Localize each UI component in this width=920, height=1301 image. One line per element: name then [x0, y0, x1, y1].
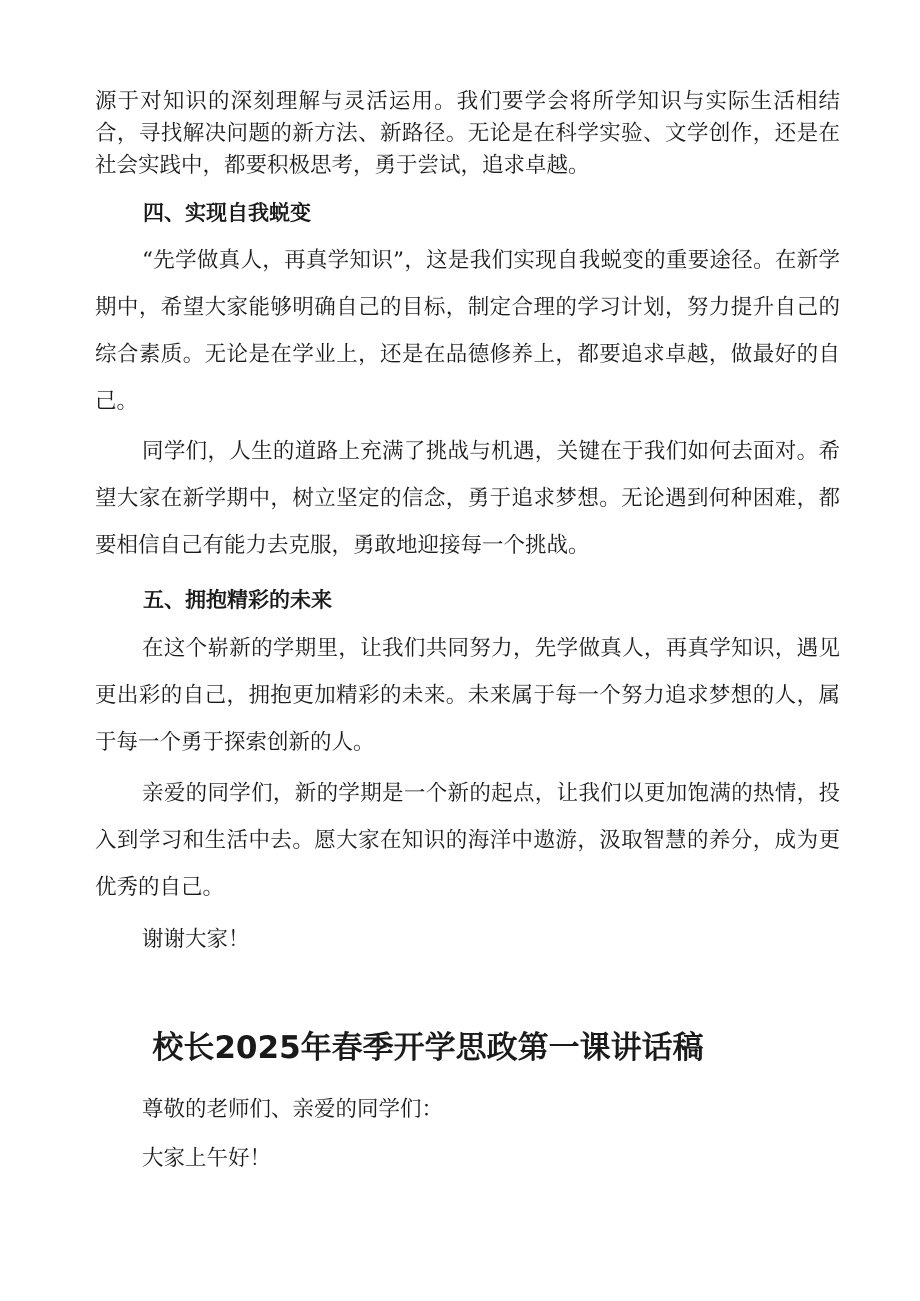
closing-line: 谢谢大家！ — [142, 927, 250, 952]
paragraph-continuation: 源于对知识的深刻理解与灵活运用。我们要学会将所学知识与实际生活相结合，寻找解决问题的新方法、新路径。无论是在科学实验、文学创作，还是在社会实践中，都要积极思考，勇于尝试，追求卓越。 — [95, 89, 840, 178]
section-five-paragraph-2: 亲爱的同学们，新的学期是一个新的起点，让我们以更加饱满的热情，投入到学习和生活中去。愿大家在知识的海洋中遨游，汲取智慧的养分，成为更优秀的自己。 — [95, 781, 840, 900]
section-four-heading: 四、实现自我蜕变 — [143, 201, 311, 225]
salutation: 尊敬的老师们、亲爱的同学们： — [142, 1097, 444, 1122]
speech-title: 校长2025年春季开学思政第一课讲话稿 — [152, 1030, 704, 1066]
section-five-heading: 五、拥抱精彩的未来 — [143, 588, 332, 612]
greeting: 大家上午好！ — [142, 1146, 272, 1171]
section-four-paragraph-2: 同学们，人生的道路上充满了挑战与机遇，关键在于我们如何去面对。希望大家在新学期中，树立坚定的信念，勇于追求梦想。无论遇到何种困难，都要相信自己有能力去克服，勇敢地迎接每一个挑战。 — [95, 439, 840, 558]
section-five-paragraph-1: 在这个崭新的学期里，让我们共同努力，先学做真人，再真学知识，遇见更出彩的自己，拥抱更加精彩的未来。未来属于每一个努力追求梦想的人，属于每一个勇于探索创新的人。 — [95, 636, 840, 755]
section-four-paragraph-1: “先学做真人，再真学知识”，这是我们实现自我蜕变的重要途径。在新学期中，希望大家能够明确自己的目标，制定合理的学习计划，努力提升自己的综合素质。无论是在学业上，还是在品德修养上，都要追求卓越，做最好的自己。 — [95, 248, 840, 414]
